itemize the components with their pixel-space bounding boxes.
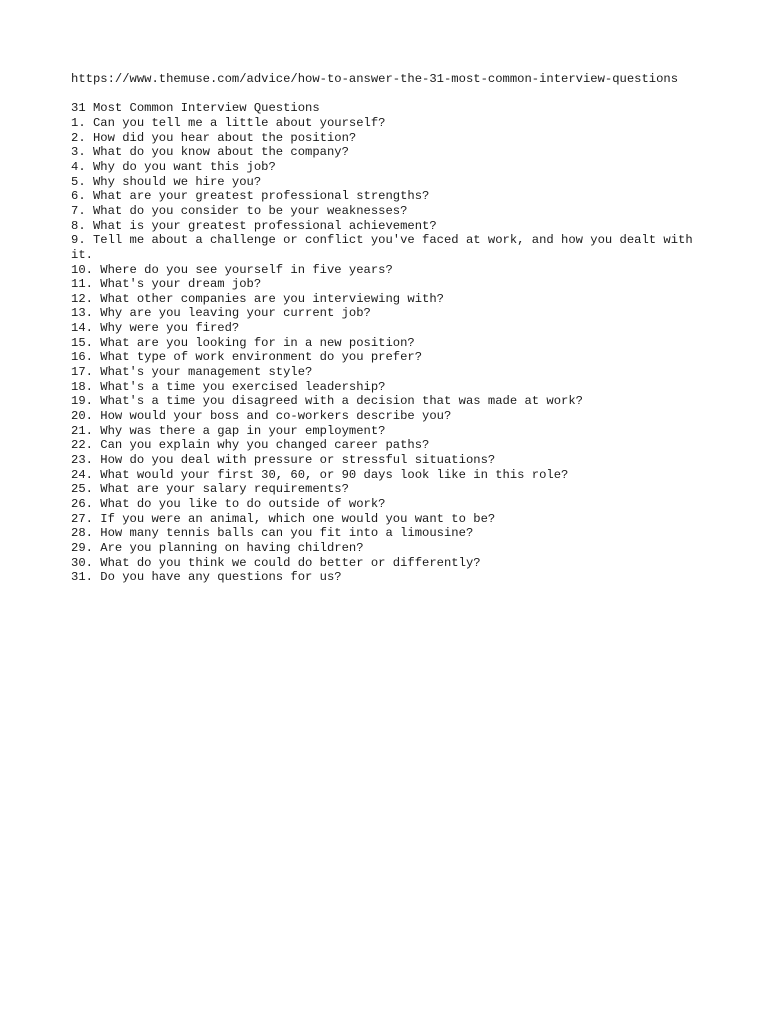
question-item: 17. What's your management style? (71, 365, 313, 380)
question-item: 15. What are you looking for in a new position? (71, 335, 415, 350)
document-body (71, 72, 711, 585)
source-url: https://www.themuse.com/advice/how-to-answer-the-31-most-common-interview-questions (71, 72, 679, 86)
question-item: 7. What do you consider to be your weaknesses? (71, 203, 408, 218)
question-item: 13. Why are you leaving your current job? (71, 306, 371, 321)
question-item: 10. Where do you see yourself in five years? (71, 262, 393, 277)
question-item: 12. What other companies are you interviewing with? (71, 291, 444, 306)
question-item: 27. If you were an animal, which one would you want to be? (71, 511, 496, 526)
question-item: 5. Why should we hire you? (71, 174, 262, 189)
question-item: 24. What would your first 30, 60, or 90 days look like in this role? (71, 467, 569, 482)
question-item: 2. How did you hear about the position? (71, 130, 357, 145)
question-item: 18. What's a time you exercised leadership? (71, 379, 386, 394)
question-item: 21. Why was there a gap in your employment? (71, 423, 386, 438)
question-item: 29. Are you planning on having children? (71, 540, 364, 555)
question-item: 26. What do you like to do outside of work? (71, 497, 386, 512)
question-item: 3. What do you know about the company? (71, 145, 349, 160)
question-item: 30. What do you think we could do better or differently? (71, 555, 481, 570)
question-item: 31. Do you have any questions for us? (71, 570, 342, 585)
question-item: 16. What type of work environment do you prefer? (71, 350, 423, 365)
question-item: 19. What's a time you disagreed with a decision that was made at work? (71, 394, 583, 409)
question-item: 25. What are your salary requirements? (71, 482, 349, 497)
question-item: 22. Can you explain why you changed career paths? (71, 438, 430, 453)
question-item: 4. Why do you want this job? (71, 159, 276, 174)
question-item: 1. Can you tell me a little about yourself? (71, 115, 386, 130)
question-item: 28. How many tennis balls can you fit into a limousine? (71, 526, 474, 541)
blank-line (71, 87, 711, 102)
document-heading: 31 Most Common Interview Questions (71, 101, 320, 116)
question-list (71, 116, 711, 585)
question-item: 20. How would your boss and co-workers describe you? (71, 409, 452, 424)
question-item: 11. What's your dream job? (71, 277, 262, 292)
question-item: 6. What are your greatest professional strengths? (71, 189, 430, 204)
question-item: 9. Tell me about a challenge or conflict you've faced at work, and how you dealt with it. (71, 233, 700, 262)
question-item: 23. How do you deal with pressure or stressful situations? (71, 453, 496, 468)
question-item: 14. Why were you fired? (71, 321, 240, 336)
question-item: 8. What is your greatest professional achievement? (71, 218, 437, 233)
